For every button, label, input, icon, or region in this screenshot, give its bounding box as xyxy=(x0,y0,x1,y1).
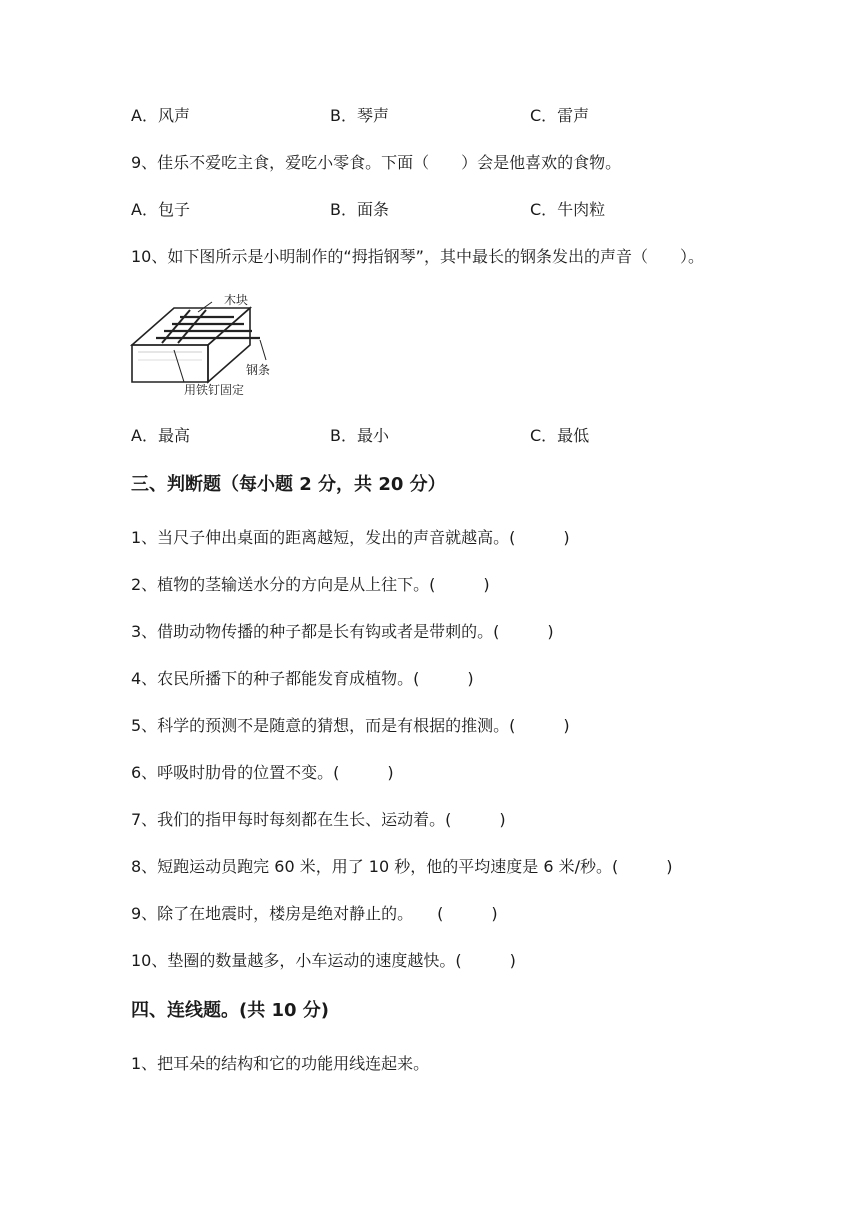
judge-item-10: 10、垫圈的数量越多，小车运动的速度越快。( ) xyxy=(131,951,516,970)
q10-option-c: C．最低 xyxy=(530,426,590,445)
figure-label-fix: 用铁钉固定 xyxy=(184,383,245,397)
judge-item-6: 6、呼吸时肋骨的位置不变。( ) xyxy=(131,763,394,782)
judge-item-5: 5、科学的预测不是随意的猜想，而是有根据的推测。( ) xyxy=(131,716,570,735)
judge-item-9: 9、除了在地震时，楼房是绝对静止的。 ( ) xyxy=(131,904,498,923)
section3-title: 三、判断题（每小题 2 分，共 20 分） xyxy=(131,474,446,495)
q9-option-b: B．面条 xyxy=(330,200,389,219)
match-item-1: 1、把耳朵的结构和它的功能用线连起来。 xyxy=(131,1054,430,1073)
thumb-piano-figure xyxy=(128,290,280,402)
q8-option-b: B．琴声 xyxy=(330,106,389,125)
judge-item-3: 3、借助动物传播的种子都是长有钩或者是带刺的。( ) xyxy=(131,622,554,641)
q10-option-a: A．最高 xyxy=(131,426,190,445)
section4-title: 四、连线题。(共 10 分) xyxy=(131,1000,330,1021)
q10-text: 10、如下图所示是小明制作的“拇指钢琴”，其中最长的钢条发出的声音（ ）。 xyxy=(131,247,704,266)
judge-item-2: 2、植物的茎输送水分的方向是从上往下。( ) xyxy=(131,575,490,594)
judge-item-1: 1、当尺子伸出桌面的距离越短，发出的声音就越高。( ) xyxy=(131,528,570,547)
q10-option-b: B．最小 xyxy=(330,426,389,445)
figure-label-steel: 钢条 xyxy=(246,363,271,377)
q9-option-c: C．牛肉粒 xyxy=(530,200,606,219)
q8-option-a: A．风声 xyxy=(131,106,190,125)
q8-option-c: C．雷声 xyxy=(530,106,590,125)
figure-label-block: 木块 xyxy=(224,293,249,307)
q9-text: 9、佳乐不爱吃主食，爱吃小零食。下面（ ）会是他喜欢的食物。 xyxy=(131,153,622,172)
q9-option-a: A．包子 xyxy=(131,200,190,219)
judge-item-4: 4、农民所播下的种子都能发育成植物。( ) xyxy=(131,669,474,688)
judge-item-8: 8、短跑运动员跑完 60 米，用了 10 秒，他的平均速度是 6 米/秒。( ) xyxy=(131,857,673,876)
judge-item-7: 7、我们的指甲每时每刻都在生长、运动着。( ) xyxy=(131,810,506,829)
